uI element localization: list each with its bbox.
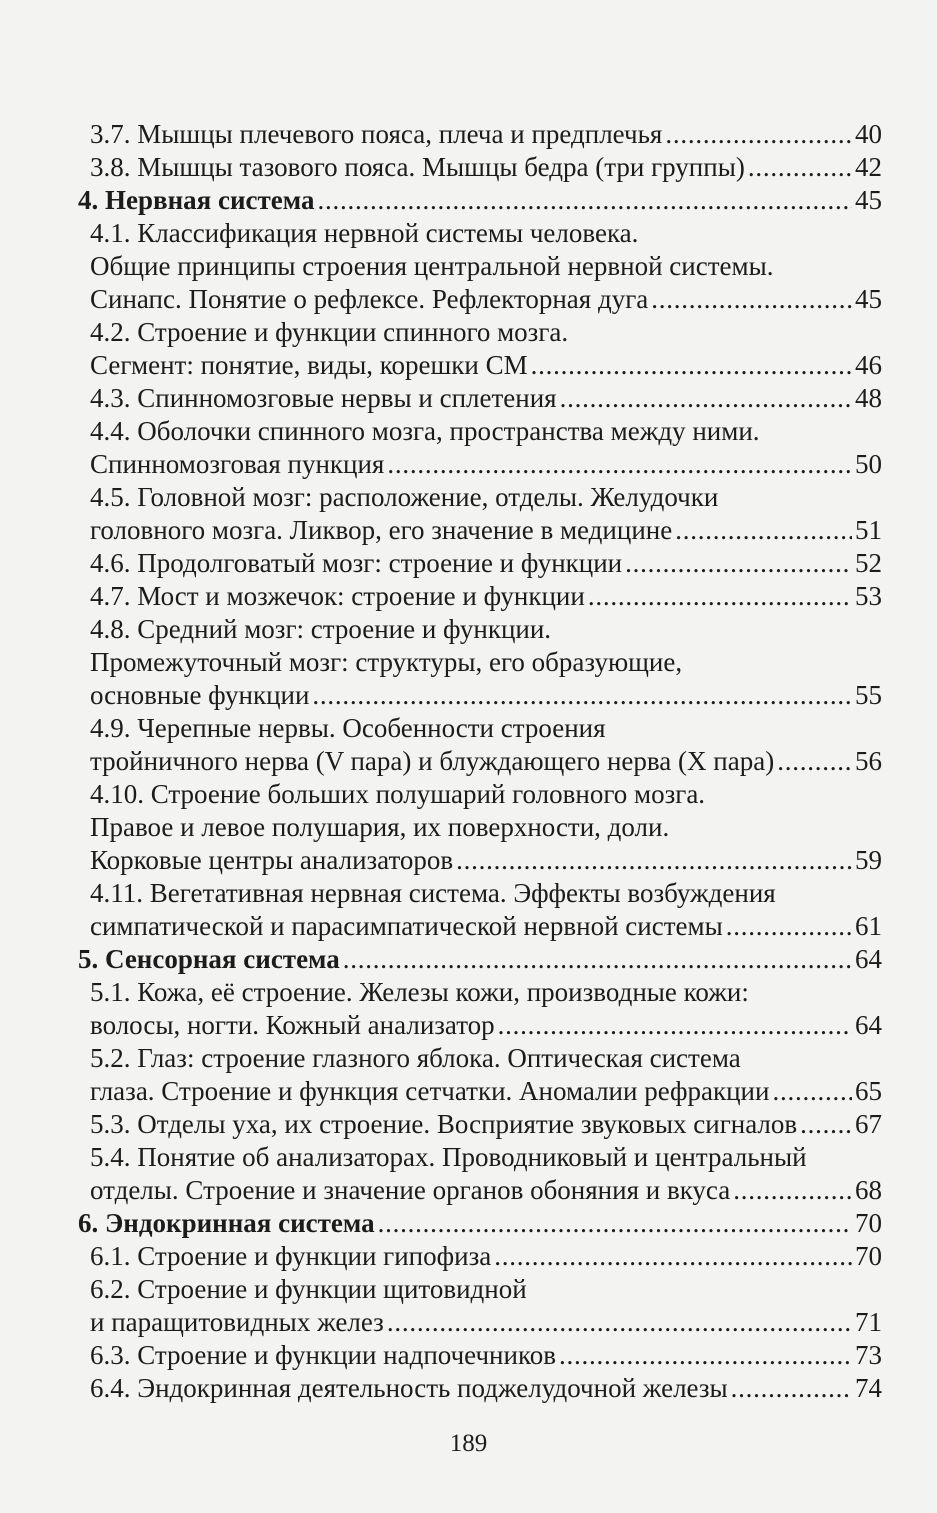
- dot-leader: [531, 349, 852, 382]
- toc-page-number: 56: [855, 746, 882, 776]
- dot-leader: [312, 679, 852, 712]
- dot-leader: [748, 151, 852, 184]
- dot-leader: [387, 448, 852, 481]
- toc-page-number: 68: [855, 1175, 882, 1205]
- toc-entry-text: 4.1. Классификация нервной системы человека.: [90, 218, 639, 248]
- toc-entry-text: 4.8. Средний мозг: строение и функции.: [90, 614, 552, 644]
- toc-page-number: 74: [855, 1373, 882, 1403]
- toc-page-number: 55: [855, 680, 882, 710]
- toc-page-number: 48: [855, 383, 882, 413]
- toc-page-number: 61: [855, 911, 882, 941]
- toc-page-number: 70: [855, 1241, 882, 1271]
- toc-entry: [78, 877, 882, 943]
- toc-entry-text: и паращитовидных желез: [90, 1307, 384, 1337]
- toc-entry: [78, 151, 882, 184]
- dot-leader: [800, 1108, 852, 1141]
- dot-leader: [675, 514, 852, 547]
- toc-entry: [78, 547, 882, 580]
- toc-entry-text: 6.4. Эндокринная деятельность поджелудочной железы: [90, 1373, 728, 1403]
- toc-entry-text: Корковые центры анализаторов: [90, 845, 454, 875]
- dot-leader: [731, 1372, 852, 1405]
- toc-page-number: 52: [855, 548, 882, 578]
- toc-page-number: 70: [855, 1208, 882, 1238]
- toc-entry: [78, 1240, 882, 1273]
- toc-entry-text: симпатической и парасимпатической нервной системы: [90, 911, 723, 941]
- toc-entry: [78, 382, 882, 415]
- toc-entry-text: 4.5. Головной мозг: расположение, отделы. Желудочки: [90, 482, 719, 512]
- toc-page-number: 45: [855, 185, 882, 215]
- toc-page-number: 59: [855, 845, 882, 875]
- toc-page-number: 42: [855, 152, 882, 182]
- toc-entry: [78, 1042, 882, 1108]
- toc-entry: [78, 976, 882, 1042]
- toc-entry: [78, 481, 882, 547]
- toc-entry: [78, 1339, 882, 1372]
- toc-entry: [78, 1141, 882, 1207]
- toc-entry-text: тройничного нерва (V пара) и блуждающего нерва (X пара): [90, 746, 775, 776]
- toc-entry-text: 4. Нервная система: [78, 185, 315, 215]
- dot-leader: [588, 580, 852, 613]
- toc-entry-text: 5. Сенсорная система: [78, 944, 340, 974]
- toc-page-number: 67: [855, 1109, 882, 1139]
- toc-entry-text: 6. Эндокринная система: [78, 1208, 375, 1238]
- toc-entry-text: 4.10. Строение больших полушарий головного мозга.: [90, 779, 706, 809]
- dot-leader: [456, 844, 852, 877]
- dot-leader: [733, 1174, 852, 1207]
- toc-entry-text: 3.7. Мышцы плечевого пояса, плеча и предплечья: [90, 119, 663, 149]
- dot-leader: [772, 1075, 852, 1108]
- dot-leader: [378, 1207, 852, 1240]
- dot-leader: [777, 745, 852, 778]
- toc-entry: [78, 778, 882, 877]
- dot-leader: [560, 382, 852, 415]
- toc-entry: [78, 1273, 882, 1339]
- toc-entry-text: 4.3. Спинномозговые нервы и сплетения: [90, 383, 557, 413]
- toc-section-heading: [78, 943, 882, 976]
- toc-entry-text: 5.4. Понятие об анализаторах. Проводниковый и центральный: [90, 1142, 807, 1172]
- toc-page-number: 51: [855, 515, 882, 545]
- toc-entry-text: 4.9. Черепные нервы. Особенности строения: [90, 713, 606, 743]
- toc-entry-text: Синапс. Понятие о рефлексе. Рефлекторная дуга: [90, 284, 649, 314]
- table-of-contents: [78, 118, 882, 1405]
- toc-entry-text: 6.2. Строение и функции щитовидной: [90, 1274, 527, 1304]
- toc-page-number: 71: [855, 1307, 882, 1337]
- dot-leader: [317, 184, 852, 217]
- page-number: 189: [449, 1430, 488, 1457]
- toc-entry-text: 3.8. Мышцы тазового пояса. Мышцы бедра (три группы): [90, 152, 745, 182]
- toc-page-number: 45: [855, 284, 882, 314]
- toc-page-number: 53: [855, 581, 882, 611]
- toc-entry-text: 4.4. Оболочки спинного мозга, пространства между ними.: [90, 416, 760, 446]
- toc-page-number: 65: [855, 1076, 882, 1106]
- toc-entry-text: 4.11. Вегетативная нервная система. Эффекты возбуждения: [90, 878, 776, 908]
- toc-entry: [78, 1108, 882, 1141]
- toc-entry-text: Сегмент: понятие, виды, корешки СМ: [90, 350, 528, 380]
- toc-page-number: 40: [855, 119, 882, 149]
- toc-entry-text: 6.3. Строение и функции надпочечников: [90, 1340, 556, 1370]
- toc-entry-text: Промежуточный мозг: структуры, его образующие,: [90, 647, 683, 677]
- toc-entry-text: 6.1. Строение и функции гипофиза: [90, 1241, 492, 1271]
- toc-entry-text: 4.2. Строение и функции спинного мозга.: [90, 317, 569, 347]
- toc-page-number: 46: [855, 350, 882, 380]
- toc-entry-text: 5.3. Отделы уха, их строение. Восприятие звуковых сигналов: [90, 1109, 798, 1139]
- dot-leader: [665, 118, 852, 151]
- toc-section-heading: [78, 1207, 882, 1240]
- toc-entry-text: головного мозга. Ликвор, его значение в медицине: [90, 515, 673, 545]
- toc-entry-text: основные функции: [90, 680, 310, 710]
- toc-entry: [78, 217, 882, 316]
- dot-leader: [726, 910, 852, 943]
- toc-entry-text: Общие принципы строения центральной нервной системы.: [90, 251, 774, 281]
- toc-entry-text: 5.1. Кожа, её строение. Железы кожи, производные кожи:: [90, 977, 749, 1007]
- dot-leader: [498, 1009, 852, 1042]
- toc-page-number: 50: [855, 449, 882, 479]
- toc-entry: [78, 1372, 882, 1405]
- toc-entry: [78, 415, 882, 481]
- toc-entry: [78, 712, 882, 778]
- toc-entry-text: Правое и левое полушария, их поверхности, доли.: [90, 812, 670, 842]
- toc-page-number: 64: [855, 1010, 882, 1040]
- toc-entry-text: отделы. Строение и значение органов обоняния и вкуса: [90, 1175, 731, 1205]
- toc-page-number: 64: [855, 944, 882, 974]
- toc-section-heading: [78, 184, 882, 217]
- toc-entry: [78, 580, 882, 613]
- toc-page-number: 73: [855, 1340, 882, 1370]
- toc-entry-text: глаза. Строение и функция сетчатки. Аномалии рефракции: [90, 1076, 770, 1106]
- toc-entry-text: 5.2. Глаз: строение глазного яблока. Оптическая система: [90, 1043, 741, 1073]
- dot-leader: [559, 1339, 852, 1372]
- toc-entry-text: волосы, ногти. Кожный анализатор: [90, 1010, 495, 1040]
- dot-leader: [387, 1306, 852, 1339]
- toc-entry-text: 4.7. Мост и мозжечок: строение и функции: [90, 581, 585, 611]
- toc-entry: [78, 316, 882, 382]
- toc-entry-text: 4.6. Продолговатый мозг: строение и функции: [90, 548, 623, 578]
- dot-leader: [651, 283, 852, 316]
- dot-leader: [625, 547, 852, 580]
- toc-entry: [78, 118, 882, 151]
- toc-entry-text: Спинномозговая пункция: [90, 449, 385, 479]
- dot-leader: [343, 943, 852, 976]
- dot-leader: [494, 1240, 852, 1273]
- toc-entry: [78, 613, 882, 712]
